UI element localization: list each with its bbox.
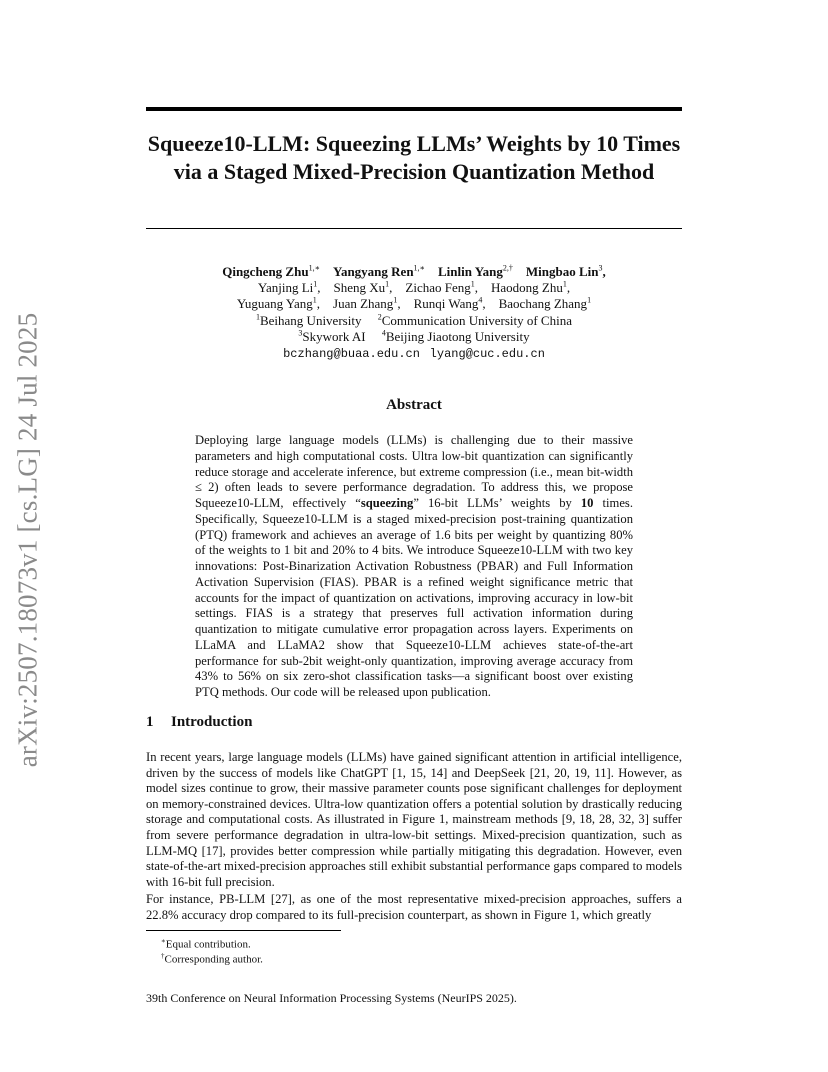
author-name: Sheng Xu bbox=[333, 280, 386, 296]
author-affil-mark: 4 bbox=[478, 296, 483, 306]
author-affil-mark: 1 bbox=[313, 279, 318, 289]
section-heading bbox=[146, 714, 252, 731]
abstract-part: times. Specifically, Squeeze10-LLM is a staged mixed-precision post-training quantization (PTQ) framework and achieves an average of 1.6 bits per weight by quantizing 80% of the weights to 1 bit and 20% to 4 bits. We introduce Squeeze10-LLM with two key innovations: Post-Binarization Activation Robustness (PBAR) and Full Information Activation Supervision (FIAS). PBAR is a refined weight significance metric that accounts for the impact of quantization on activations, improving accuracy in low-bit settings. FIAS is a strategy that preserves full activation information during quantization to mitigate cumulative error propagation across layers. Experiments on LLaMA and LLaMA2 show that Squeeze10-LLM achieves state-of-the-art performance for sub-2bit weight-only quantization, improving average accuracy from 43% to 56% on six zero-shot classification tasks—a significant boost over existing PTQ methods. Our code will be released upon publication. bbox=[195, 496, 633, 699]
author-affil-mark: 1 bbox=[562, 279, 567, 289]
abstract-emphasis: squeezing bbox=[360, 496, 414, 510]
abstract-emphasis: 10 bbox=[580, 496, 594, 510]
author-name: Runqi Wang bbox=[413, 296, 479, 312]
author-affil-mark: 1 bbox=[587, 296, 592, 306]
email-line bbox=[146, 345, 682, 362]
author-name: Yanjing Li bbox=[257, 280, 314, 296]
footnote-text: Corresponding author. bbox=[164, 953, 263, 966]
abstract-part: Deploying large language models (LLMs) is challenging due to their massive parameters and high computational costs. Ultra low-bit quantization can significantly reduce storage and accelerate inference, but extreme compression (i.e., mean bit-width ≤ 2) often leads to severe performance degradation. To address this, we propose Squeeze10-LLM, effectively “ bbox=[195, 433, 633, 510]
affiliation-line-2 bbox=[146, 329, 682, 345]
abstract-heading: Abstract bbox=[386, 397, 442, 413]
footnote-mark: ∗ bbox=[161, 937, 166, 945]
author-affil-mark: 1,∗ bbox=[413, 263, 425, 273]
author-line-2: Yanjing Li$^1$, Sheng Xu$^1$, Zichao Feng$^1$, Haodong Zhu$^1$, bbox=[257, 279, 571, 296]
title-top-rule bbox=[146, 107, 682, 111]
affil-number: 2 bbox=[377, 312, 382, 322]
author-block bbox=[146, 264, 682, 362]
affiliation-line-1 bbox=[146, 313, 682, 329]
author-affil-mark: 1 bbox=[312, 296, 317, 306]
affiliation: Skywork AI bbox=[302, 328, 366, 344]
author-affil-mark: 1,∗ bbox=[308, 263, 320, 273]
intro-paragraph-1: In recent years, large language models (LLMs) have gained significant attention in artificial intelligence, driven by the success of models like ChatGPT [1, 15, 14] and DeepSeek [21, 20, 19, 11]. However, as model sizes continue to grow, their massive parameter counts pose significant challenges for deployment on memory-constrained devices. Ultra-low quantization offers a potential solution by drastically reducing storage and computational costs. As illustrated in Figure 1, mainstream methods [9, 18, 28, 32, 3] suffer from severe performance degradation in ultra-low-bit settings. Mixed-precision quantization, such as LLM-MQ [17], provides better compression while partially mitigating this degradation. However, even state-of-the-art mixed-precision approaches still exhibit substantial performance gaps compared to models with 16-bit full precision. bbox=[146, 750, 682, 889]
affil-number: 4 bbox=[381, 328, 386, 338]
conference-note: 39th Conference on Neural Information Processing Systems (NeurIPS 2025). bbox=[146, 991, 517, 1005]
author-name: Juan Zhang bbox=[333, 296, 394, 312]
paper-title: Squeeze10-LLM: Squeezing LLMs’ Weights by 10 Times via a Staged Mixed-Precision Quantization Method bbox=[147, 131, 681, 184]
author-name: Baochang Zhang bbox=[498, 296, 588, 312]
abstract-part: ” 16-bit LLMs’ weights by bbox=[413, 496, 581, 510]
author-name: Mingbao Lin bbox=[525, 264, 599, 279]
footnote-mark: † bbox=[161, 952, 165, 960]
author-affil-mark: 3 bbox=[598, 263, 603, 273]
affiliation: Communication University of China bbox=[381, 312, 572, 328]
intro-paragraph-2: For instance, PB-LLM [27], as one of the most representative mixed-precision approaches, suffers a 22.8% accuracy drop compared to its full-precision counterpart, as shown in Figure 1, which greatly bbox=[146, 892, 682, 922]
author-affil-mark: 1 bbox=[385, 279, 390, 289]
author-name: Linlin Yang bbox=[437, 264, 503, 279]
author-line-1: Qingcheng Zhu$^{1,∗}$ Yangyang Ren$^{1,∗}$ Linlin Yang$^{2,\dagger}$ Mingbao Lin$^3$, bbox=[222, 263, 606, 279]
arxiv-identifier-text: arXiv:2507.18073v1 [cs.LG] 24 Jul 2025 bbox=[12, 312, 43, 768]
author-name: Yuguang Yang bbox=[236, 296, 313, 312]
affiliation: Beijing Jiaotong University bbox=[385, 328, 530, 344]
author-affil-mark: 2,† bbox=[502, 263, 513, 273]
author-line-3: Yuguang Yang$^1$, Juan Zhang$^1$, Runqi Wang$^4$, Baochang Zhang$^1$ bbox=[236, 296, 592, 312]
author-name: Qingcheng Zhu bbox=[222, 264, 309, 279]
title-bottom-rule bbox=[146, 228, 682, 229]
email-link[interactable]: lyang@cuc.edu.cn bbox=[429, 347, 545, 362]
author-affil-mark: 1 bbox=[393, 296, 398, 306]
section-title: Introduction bbox=[171, 714, 253, 730]
author-name: Haodong Zhu bbox=[491, 280, 563, 296]
footnote-text: Equal contribution. bbox=[165, 938, 251, 951]
author-affil-mark: 1 bbox=[470, 279, 475, 289]
abstract-text bbox=[195, 433, 633, 701]
affiliation: Beihang University bbox=[259, 312, 362, 328]
author-name: Zichao Feng bbox=[405, 280, 471, 296]
author-name: Yangyang Ren bbox=[333, 264, 414, 279]
footnote-rule bbox=[146, 930, 341, 931]
affil-number: 3 bbox=[298, 328, 303, 338]
affil-number: 1 bbox=[255, 312, 260, 322]
section-number: 1 bbox=[146, 714, 154, 730]
email-link[interactable]: bczhang@buaa.edu.cn bbox=[283, 347, 420, 362]
footnote-2 bbox=[161, 949, 263, 967]
